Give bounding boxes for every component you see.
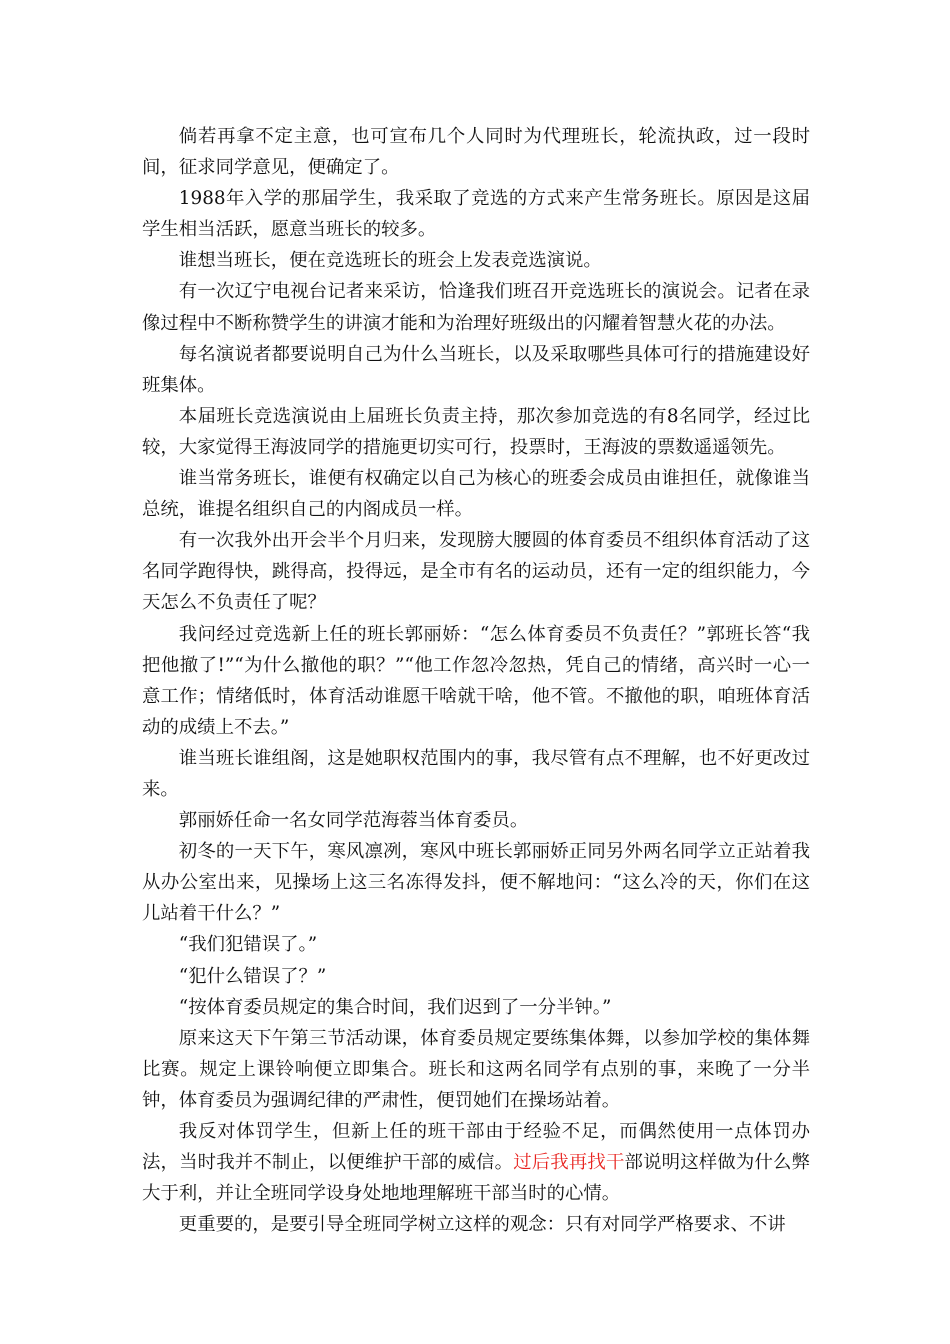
paragraph: 原来这天下午第三节活动课，体育委员规定要练集体舞，以参加学校的集体舞比赛。规定上课铃响便立即集合。班长和这两名同学有点别的事，来晚了一分半钟，体育委员为强调纪律的严肃性，便罚她们在操场站着。 bbox=[142, 1027, 810, 1111]
text-span: 我反对体罚学生，但新上任的班干部由于经验不足，而偶然使用一点体罚办法，当时我并不制止，以便维护干部的威信。 bbox=[142, 1121, 810, 1174]
paragraph: “按体育委员规定的集合时间，我们迟到了一分半钟。” bbox=[178, 996, 612, 1018]
paragraph: “我们犯错误了。” bbox=[178, 934, 318, 956]
paragraph: 倘若再拿不定主意，也可宣布几个人同时为代理班长，轮流执政，过一段时间，征求同学意见，便确定了。 bbox=[142, 126, 810, 179]
paragraph: 更重要的，是要引导全班同学树立这样的观念：只有对同学严格要求、不讲 bbox=[178, 1214, 786, 1236]
paragraph: 每名演说者都要说明自己为什么当班长，以及采取哪些具体可行的措施建设好班集体。 bbox=[142, 343, 810, 396]
paragraph: 谁当常务班长，谁便有权确定以自己为核心的班委会成员由谁担任，就像谁当总统，谁提名组织自己的内阁成员一样。 bbox=[142, 468, 810, 521]
document-body bbox=[142, 121, 810, 1240]
paragraph: 初冬的一天下午，寒风凛冽，寒风中班长郭丽娇正同另外两名同学立正站着我从办公室出来，见操场上这三名冻得发抖，便不解地问：“这么冷的天，你们在这儿站着干什么？” bbox=[142, 841, 810, 925]
paragraph: 我问经过竞选新上任的班长郭丽娇：“怎么体育委员不负责任？”郭班长答“我把他撤了!”“为什么撤他的职？”“他工作忽冷忽热，凭自己的情绪，高兴时一心一意工作；情绪低时，体育活动谁愿干啥就干啥，他不管。不撤他的职，咱班体育活动的成绩上不去。” bbox=[142, 623, 810, 738]
paragraph: 郭丽娇任命一名女同学范海蓉当体育委员。 bbox=[178, 810, 529, 832]
paragraph: 谁想当班长，便在竞选班长的班会上发表竞选演说。 bbox=[178, 250, 602, 272]
highlighted-text: 过后我再找干 bbox=[513, 1152, 625, 1174]
text-span: 部说明这样做为什么弊大于利，并让全班同学设身处地地理解班干部当时的心情。 bbox=[142, 1152, 810, 1205]
paragraph: 本届班长竞选演说由上届班长负责主持，那次参加竞选的有8名同学，经过比较，大家觉得王海波同学的措施更切实可行，投票时，王海波的票数遥遥领先。 bbox=[142, 405, 810, 458]
paragraph: 有一次辽宁电视台记者来采访，恰逢我们班召开竞选班长的演说会。记者在录像过程中不断称赞学生的讲演才能和为治理好班级出的闪耀着智慧火花的办法。 bbox=[142, 281, 810, 334]
paragraph: “犯什么错误了？” bbox=[178, 965, 327, 987]
paragraph-with-highlight bbox=[142, 1116, 810, 1209]
paragraph: 1988年入学的那届学生，我采取了竞选的方式来产生常务班长。原因是这届学生相当活跃，愿意当班长的较多。 bbox=[142, 188, 810, 241]
paragraph: 谁当班长谁组阁，这是她职权范围内的事，我尽管有点不理解，也不好更改过来。 bbox=[142, 747, 810, 800]
paragraph: 有一次我外出开会半个月归来，发现膀大腰圆的体育委员不组织体育活动了这名同学跑得快，跳得高，投得远，是全市有名的运动员，还有一定的组织能力，今天怎么不负责任了呢？ bbox=[142, 530, 810, 614]
